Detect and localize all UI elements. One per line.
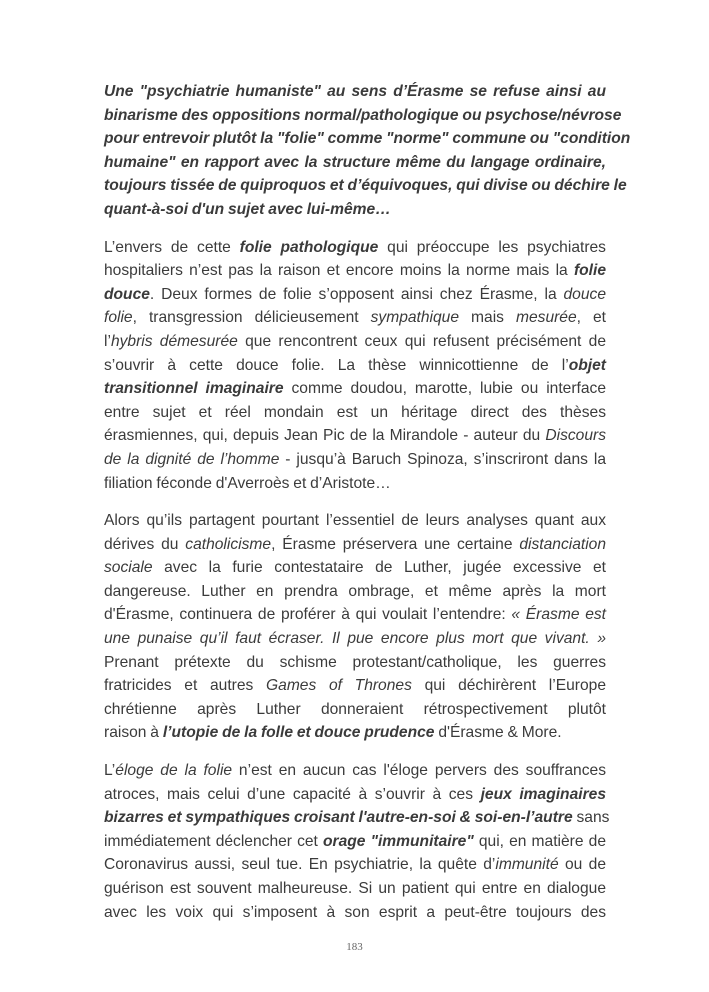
text-line bbox=[104, 627, 606, 651]
text-line bbox=[104, 721, 606, 745]
paragraph bbox=[104, 759, 610, 924]
emphasis-bold-italic: transitionnel imaginaire bbox=[104, 380, 284, 398]
text-line bbox=[104, 806, 610, 830]
emphasis-bold-italic: quant-à-soi d'un sujet avec lui-même… bbox=[104, 200, 391, 218]
emphasis-italic: Games of Thrones bbox=[266, 677, 412, 695]
text-run: d'Érasme & More. bbox=[434, 724, 562, 742]
text-line bbox=[104, 877, 606, 901]
text-run: que rencontrent ceux qui refusent précisément de bbox=[237, 332, 606, 350]
text-run: ou de bbox=[558, 856, 606, 874]
emphasis-bold-italic: pour entrevoir plutôt la "folie" comme "norme" commune ou "condition bbox=[104, 130, 631, 148]
emphasis-bold-italic: jeux imaginaires bbox=[480, 785, 606, 803]
text-run: , Érasme préservera une certaine bbox=[271, 535, 520, 553]
text-line bbox=[104, 556, 606, 580]
emphasis-italic: catholicisme bbox=[185, 535, 272, 553]
text-line bbox=[104, 533, 606, 557]
text-line bbox=[104, 330, 606, 354]
text-line bbox=[104, 472, 606, 496]
emphasis-italic: « Érasme est bbox=[511, 606, 606, 624]
text-run: atroces, mais celui d’une capacité à s’ouvrir à ces bbox=[104, 785, 481, 803]
text-line bbox=[104, 127, 631, 151]
text-run: Coronavirus aussi, seul tue. En psychiatrie, la quête d’ bbox=[104, 856, 496, 874]
text-line bbox=[104, 236, 606, 260]
emphasis-italic: éloge de la folie bbox=[115, 762, 233, 780]
text-line bbox=[104, 151, 606, 175]
paragraph bbox=[104, 509, 606, 745]
text-line bbox=[104, 174, 627, 198]
text-run: comme doudou, marotte, lubie ou interface bbox=[283, 380, 607, 398]
text-run: avec la furie contestataire de Luther, jugée excessive et bbox=[152, 559, 606, 577]
text-run: immédiatement déclencher cet bbox=[104, 832, 323, 850]
emphasis-italic: hybris démesurée bbox=[110, 332, 238, 350]
emphasis-bold-italic: folie bbox=[573, 262, 606, 280]
paragraph bbox=[104, 80, 631, 222]
text-line bbox=[104, 830, 606, 854]
emphasis-bold-italic: l’utopie de la folle et douce prudence bbox=[162, 724, 435, 742]
text-line bbox=[104, 306, 606, 330]
text-line bbox=[104, 354, 606, 378]
text-line bbox=[104, 853, 606, 877]
emphasis-bold-italic: objet bbox=[568, 356, 606, 374]
text-run: . Deux formes de folie s’opposent ainsi chez Érasme, la bbox=[149, 285, 564, 303]
emphasis-bold-italic: humaine" en rapport avec la structure même du langage ordinaire, bbox=[104, 153, 606, 171]
emphasis-italic: une punaise qu’il faut écraser. Il pue encore plus mort que vivant. » bbox=[104, 630, 606, 648]
emphasis-italic: folie bbox=[104, 309, 133, 327]
text-run: qui déchirèrent l’Europe bbox=[411, 677, 606, 695]
text-line bbox=[104, 80, 606, 104]
text-run: filiation féconde d'Averroès et d’Aristote… bbox=[104, 474, 391, 492]
text-run: fratricides et autres bbox=[104, 677, 267, 695]
text-line bbox=[104, 901, 606, 925]
emphasis-italic: Discours bbox=[545, 427, 606, 445]
document-page-body bbox=[104, 80, 631, 938]
text-line bbox=[104, 783, 606, 807]
text-line bbox=[104, 698, 606, 722]
text-run: - jusqu’à Baruch Spinoza, s’inscriront dans la bbox=[279, 450, 606, 468]
emphasis-bold-italic: binarisme des oppositions normal/pathologique ou psychose/névrose bbox=[104, 106, 622, 124]
text-run: l’ bbox=[104, 332, 111, 350]
text-run: , et bbox=[576, 309, 607, 327]
text-line bbox=[104, 759, 606, 783]
text-line bbox=[104, 674, 606, 698]
text-run: guérison est souvent malheureuse. Si un patient qui entre en dialogue bbox=[104, 880, 606, 897]
emphasis-italic: mesurée bbox=[515, 309, 577, 327]
text-run: érasmiennes, qui, depuis Jean Pic de la Mirandole - auteur du bbox=[104, 427, 546, 445]
emphasis-italic: immunité bbox=[495, 856, 559, 874]
text-run: raison à bbox=[104, 724, 163, 742]
text-line bbox=[104, 509, 606, 533]
text-run: Prenant prétexte du schisme protestant/catholique, les guerres bbox=[104, 653, 606, 671]
text-run: Alors qu’ils partagent pourtant l’essentiel de leurs analyses quant aux bbox=[104, 512, 606, 530]
text-line bbox=[104, 424, 606, 448]
emphasis-italic: douce bbox=[563, 285, 606, 303]
page-number: 183 bbox=[346, 941, 363, 953]
text-run: sans bbox=[572, 809, 610, 827]
text-line bbox=[104, 448, 606, 472]
emphasis-bold-italic: bizarres et sympathiques croisant l'autre-en-soi & soi-en-l’autre bbox=[104, 809, 573, 827]
text-line bbox=[104, 377, 606, 401]
text-run: s’ouvrir à cette douce folie. La thèse winnicottienne de l’ bbox=[104, 356, 569, 374]
text-run: entre sujet et réel mondain est un héritage direct des thèses bbox=[104, 403, 606, 421]
text-line bbox=[104, 580, 606, 604]
emphasis-italic: distanciation bbox=[519, 535, 607, 553]
text-run: qui préoccupe les psychiatres bbox=[378, 238, 606, 256]
text-run: dérives du bbox=[104, 535, 186, 553]
emphasis-bold-italic: toujours tissée de quiproquos et d’équivoques, qui divise ou déchire le bbox=[104, 177, 627, 195]
text-run: hospitaliers n’est pas la raison et encore moins la norme mais la bbox=[104, 262, 574, 280]
text-run: n’est en aucun cas l'éloge pervers des souffrances bbox=[232, 762, 606, 780]
emphasis-bold-italic: douce bbox=[104, 285, 150, 303]
text-run: qui, en matière de bbox=[473, 832, 606, 850]
text-line bbox=[104, 283, 606, 307]
text-run: chrétienne après Luther donneraient rétrospectivement plutôt bbox=[104, 700, 606, 718]
emphasis-bold-italic: Une "psychiatrie humaniste" au sens d’Érasme se refuse ainsi au bbox=[104, 83, 606, 100]
text-run: d'Érasme, continuera de proférer à qui voulait l’entendre: bbox=[104, 606, 512, 624]
text-run: dangereuse. Luther en prendra ombrage, et même après la mort bbox=[104, 582, 606, 600]
text-run: L’envers de cette bbox=[104, 238, 240, 256]
emphasis-bold-italic: folie pathologique bbox=[239, 238, 379, 256]
text-run: L’ bbox=[104, 762, 116, 780]
emphasis-italic: sociale bbox=[104, 559, 153, 577]
paragraph bbox=[104, 236, 606, 496]
text-run: mais bbox=[459, 309, 516, 327]
emphasis-italic: sympathique bbox=[370, 309, 460, 327]
text-line bbox=[104, 104, 622, 128]
text-run: , transgression délicieusement bbox=[132, 309, 371, 327]
text-line bbox=[104, 198, 606, 222]
emphasis-bold-italic: orage "immunitaire" bbox=[323, 832, 474, 850]
text-line bbox=[104, 259, 606, 283]
text-run: avec les voix qui s’imposent à son esprit a peut-être toujours des bbox=[104, 903, 606, 921]
emphasis-italic: de la dignité de l’homme bbox=[104, 450, 280, 468]
text-line bbox=[104, 401, 606, 425]
text-line bbox=[104, 651, 606, 675]
text-line bbox=[104, 603, 606, 627]
